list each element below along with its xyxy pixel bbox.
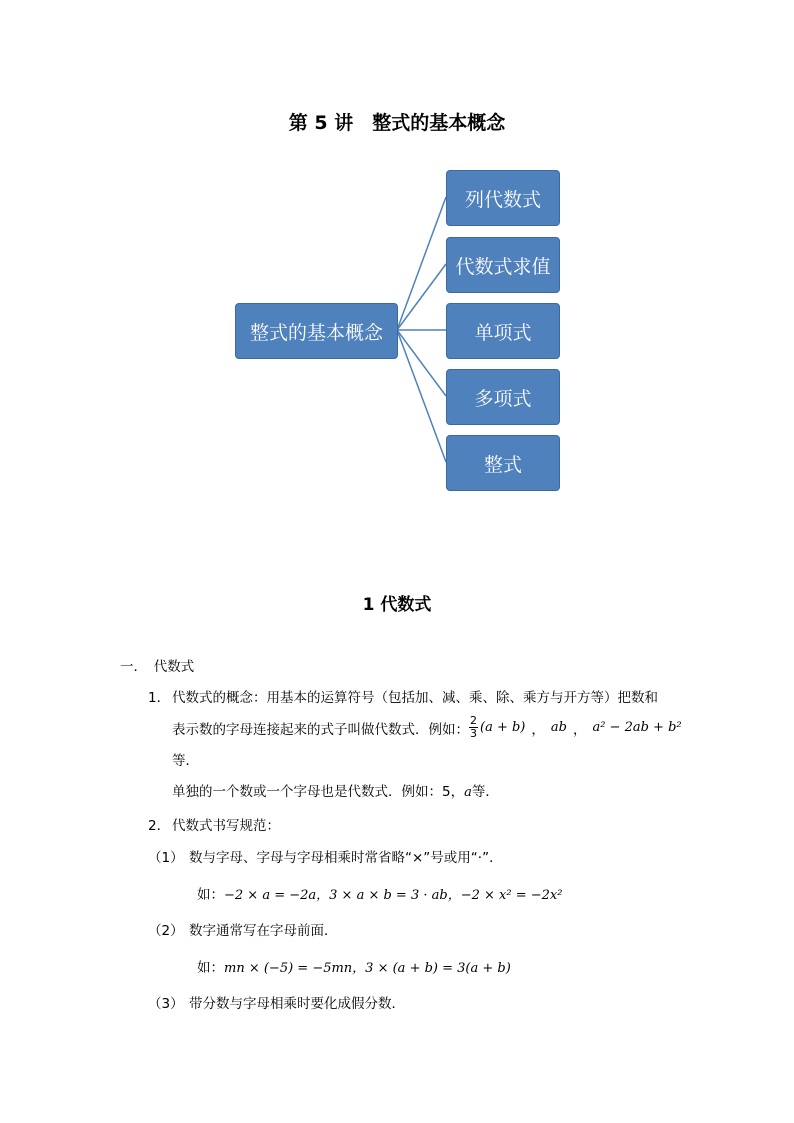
item-1-number: 1．	[148, 690, 171, 706]
rule-3-number: （3）	[148, 996, 184, 1012]
page-title: 第 5 讲 整式的基本概念	[288, 112, 506, 134]
rule-1-text: 数与字母、字母与字母相乘时常省略“×”号或用“·”．	[189, 850, 503, 866]
item-1-line-4-end: 等．	[471, 784, 499, 800]
section-title: 1 代数式	[362, 595, 432, 615]
separator: ，	[572, 721, 587, 738]
heading-expressions: 一． 代数式	[120, 659, 195, 675]
rule-2-example	[197, 956, 511, 976]
mindmap-node-evaluate-expression: 代数式求值	[446, 237, 560, 293]
item-1-line-2	[172, 715, 682, 740]
rule-2-number: （2）	[148, 923, 184, 939]
item-1-line-3: 等．	[172, 753, 199, 769]
rule-2-example-math: mn × (−5) = −5mn，3 × (a + b) = 3(a + b)	[224, 961, 511, 976]
single-letter-example: a	[464, 785, 472, 800]
mindmap-node-integral-expression: 整式	[446, 435, 560, 491]
mindmap-node-write-expression: 列代数式	[446, 170, 560, 226]
connector-line	[397, 330, 446, 462]
rule-1-example-math: −2 × a = −2a，3 × a × b = 3 · ab，−2 × x² = −2x²	[224, 888, 563, 903]
example-expression-2: ab	[550, 720, 567, 735]
item-2-title: 代数式书写规范：	[172, 818, 280, 834]
separator: ，	[531, 721, 545, 738]
item-1-line-1: 代数式的概念：用基本的运算符号（包括加、减、乘、除、乘方与开方等）把数和	[172, 690, 658, 706]
mindmap-connectors	[0, 0, 794, 520]
rule-1-number: （1）	[148, 850, 184, 866]
rule-2-example-label: 如：	[197, 960, 224, 976]
rule-3-text: 带分数与字母相乘时要化成假分数．	[189, 996, 405, 1012]
connector-line	[397, 197, 446, 330]
mindmap-root-node: 整式的基本概念	[235, 303, 398, 359]
item-1-line-2-text: 表示数的字母连接起来的式子叫做代数式．例如：	[172, 721, 469, 738]
item-1-line-4	[172, 780, 499, 800]
connector-line	[397, 330, 446, 396]
rule-2-text: 数字通常写在字母前面．	[189, 923, 338, 939]
example-expression-1: (a + b)	[480, 720, 526, 735]
item-2-number: 2．	[148, 818, 171, 834]
item-1-line-4-text: 单独的一个数或一个字母也是代数式．例如：5，	[172, 784, 465, 800]
rule-1-example	[197, 883, 562, 903]
example-expression-3: a² − 2ab + b²	[592, 720, 682, 735]
rule-1-example-label: 如：	[197, 887, 224, 903]
mindmap-node-monomial: 单项式	[446, 303, 560, 359]
mindmap-node-polynomial: 多项式	[446, 369, 560, 425]
fraction-two-thirds	[469, 715, 478, 740]
fraction-numerator: 2	[470, 714, 477, 727]
connector-line	[397, 264, 446, 330]
fraction-denominator: 3	[470, 727, 477, 740]
